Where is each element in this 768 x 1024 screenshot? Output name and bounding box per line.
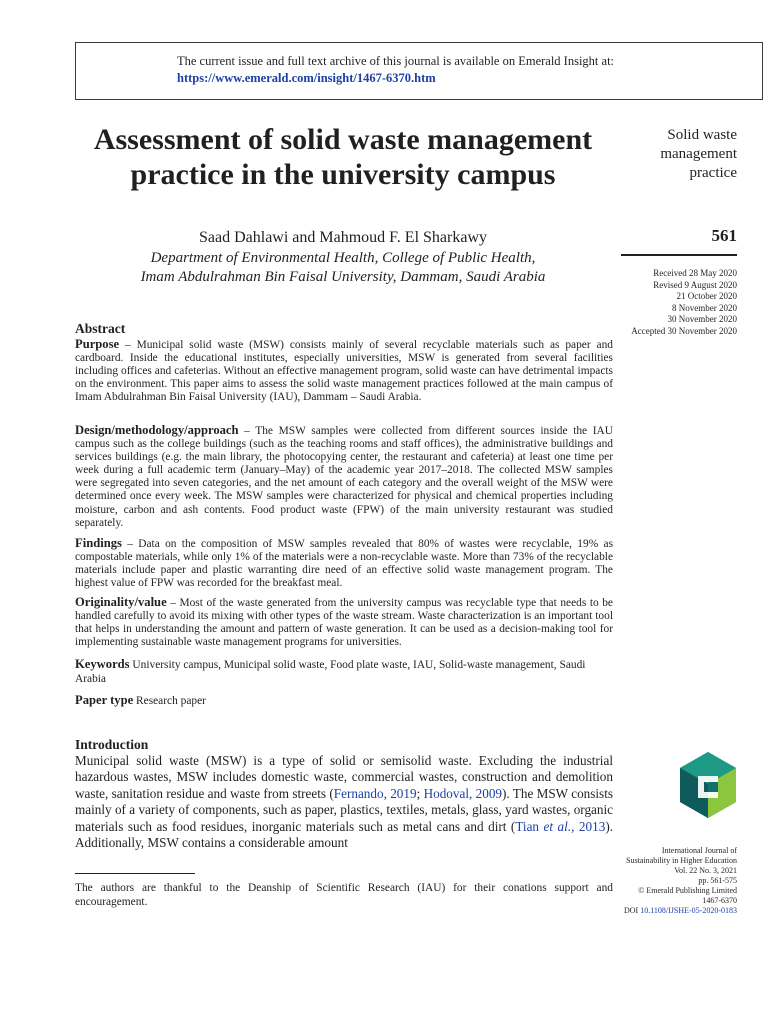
citation-year: , 2013: [571, 818, 606, 834]
citation-link[interactable]: Hodoval, 2009: [423, 785, 503, 801]
acknowledgement-footnote: The authors are thankful to the Deanship of Scientific Research (IAU) for their conations support and encouragement.: [75, 882, 613, 908]
citation-separator: ;: [416, 785, 424, 801]
keywords-text: University campus, Municipal solid waste, Food plate waste, IAU, Solid-waste management, Saudi Arabia: [75, 659, 586, 685]
intro-text: ). The MSW consists mainly of a variety of components, such as paper, plastics, textiles, metals, glass, yard wastes, organic materials such as food residues, inorganic materials such as metal cans and dirt (: [75, 785, 613, 834]
abstract-findings: [75, 537, 613, 590]
journal-name: International Journal of: [661, 846, 737, 855]
notice-text: The current issue and full text archive of this journal is available on Emerald Insight at:: [177, 54, 615, 68]
article-history: [600, 268, 737, 337]
citation-etal: et al.: [543, 818, 572, 834]
history-date: Accepted 30 November 2020: [631, 325, 737, 336]
abstract-design: [75, 424, 613, 530]
author-name: Saad Dahlawi: [198, 229, 289, 246]
design-label: Design/methodology/approach: [75, 423, 239, 437]
intro-text: Municipal solid waste (MSW) is a type of solid or semisolid waste. Excluding the industrial hazardous wastes, MSW includes domestic waste, commercial wastes, construction and demolition waste, sanitation residue and waste from streets (: [75, 753, 613, 801]
findings-text: – Data on the composition of MSW samples revealed that 80% of wastes were recyclable, 19% as compostable materials, while only 1% of the materials were a non-recyclable waste. More than 73% of the recyclable materials include paper and plastic warranting dire need of an effective solid waste management program. The highest value of FPW was recorded for the breakfast meal.: [75, 538, 613, 590]
intro-text: ). Additionally, MSW contains a considerable amount: [75, 818, 614, 851]
keywords-label: Keywords: [75, 657, 130, 671]
history-date: 21 October 2020: [676, 291, 737, 301]
journal-issn: 1467-6370: [702, 896, 737, 905]
abstract-originality: [75, 596, 613, 649]
abstract-purpose: [75, 338, 613, 404]
paper-type: [75, 693, 613, 708]
history-date: 30 November 2020: [667, 314, 737, 324]
running-title: Solid waste management practice: [660, 127, 737, 181]
footnote-divider: [75, 873, 195, 874]
journal-archive-link[interactable]: https://www.emerald.com/insight/1467-6370.htm: [177, 71, 436, 85]
journal-name: Sustainability in Higher Education: [626, 856, 737, 865]
introduction-paragraph: [75, 753, 613, 851]
article-title: Assessment of solid waste management practice in the university campus: [93, 123, 593, 191]
journal-info: [600, 846, 737, 916]
affiliation-line: Department of Environmental Health, College of Public Health,: [150, 250, 536, 266]
page-number: 561: [711, 226, 737, 245]
design-text: – The MSW samples were collected from different sources inside the IAU campus such as the college buildings (such as the teaching rooms and staff offices), the administrative buildings and services buildings (e.g. the main library, the photocopying center, the restaurant and cafeteria) at least one time per week during a full academic term (January–May) of the academic year 2017–2018. The collected MSW samples were segregated into seven categories, and the net amount of each category and the overall weight of the MSW were determined once every week. The MSW samples were characterized for physical and chemical properties including moisture, carbon and ash contents. Food product waste (FPW) of the main university restaurant was studied separately.: [75, 425, 613, 529]
journal-pages: pp. 561-575: [698, 876, 737, 885]
originality-text: – Most of the waste generated from the university campus was recyclable type that needs to be handled carefully to avoid its mixing with other types of the waste stream. Waste characterization is an important tool that helps in understanding the amount and pattern of waste generation. It can be used as a decision-making tool for implementing sustainable waste management programs for universities.: [75, 597, 613, 649]
findings-label: Findings: [75, 536, 122, 550]
author-conjunction: and: [292, 229, 316, 246]
introduction-heading: Introduction: [75, 737, 149, 752]
purpose-label: Purpose: [75, 337, 120, 351]
affiliation-line: Imam Abdulrahman Bin Faisal University, Dammam, Saudi Arabia: [140, 269, 546, 285]
doi-link[interactable]: 10.1108/IJSHE-05-2020-0183: [640, 906, 737, 915]
affiliation: [75, 249, 611, 287]
author-line: [75, 229, 611, 247]
paper-type-text: Research paper: [133, 695, 206, 707]
citation-author: Tian: [515, 818, 544, 834]
journal-doi-line: [600, 906, 737, 916]
keywords: [75, 657, 613, 686]
history-date: Revised 9 August 2020: [653, 279, 737, 290]
author-name: Mahmoud F. El Sharkawy: [319, 229, 487, 246]
originality-label: Originality/value: [75, 595, 167, 609]
history-date: 8 November 2020: [672, 302, 737, 313]
purpose-text: – Municipal solid waste (MSW) consists mainly of several recyclable materials such as paper and cardboard. Inside the educational institutes, especially universities, MSW is generated from several facilities including offices and cafeterias. Without an effective management program, solid waste can have detrimental impacts on the environment. This paper aims to assess the solid waste management practices followed at the main campus of Imam Abdulrahman Bin Faisal University (IAU), Dammam – Saudi Arabia.: [75, 339, 613, 404]
citation-link[interactable]: Fernando, 2019: [333, 785, 417, 801]
sidebar-divider: [621, 254, 737, 256]
journal-publisher: © Emerald Publishing Limited: [638, 886, 737, 895]
journal-volume: Vol. 22 No. 3, 2021: [674, 866, 737, 875]
emerald-logo-icon: [678, 752, 738, 818]
history-date: Received 28 May 2020: [653, 268, 737, 278]
paper-type-label: Paper type: [75, 693, 134, 707]
doi-label: DOI: [623, 906, 641, 915]
abstract-heading: Abstract: [75, 321, 126, 336]
citation-link[interactable]: [515, 819, 605, 834]
